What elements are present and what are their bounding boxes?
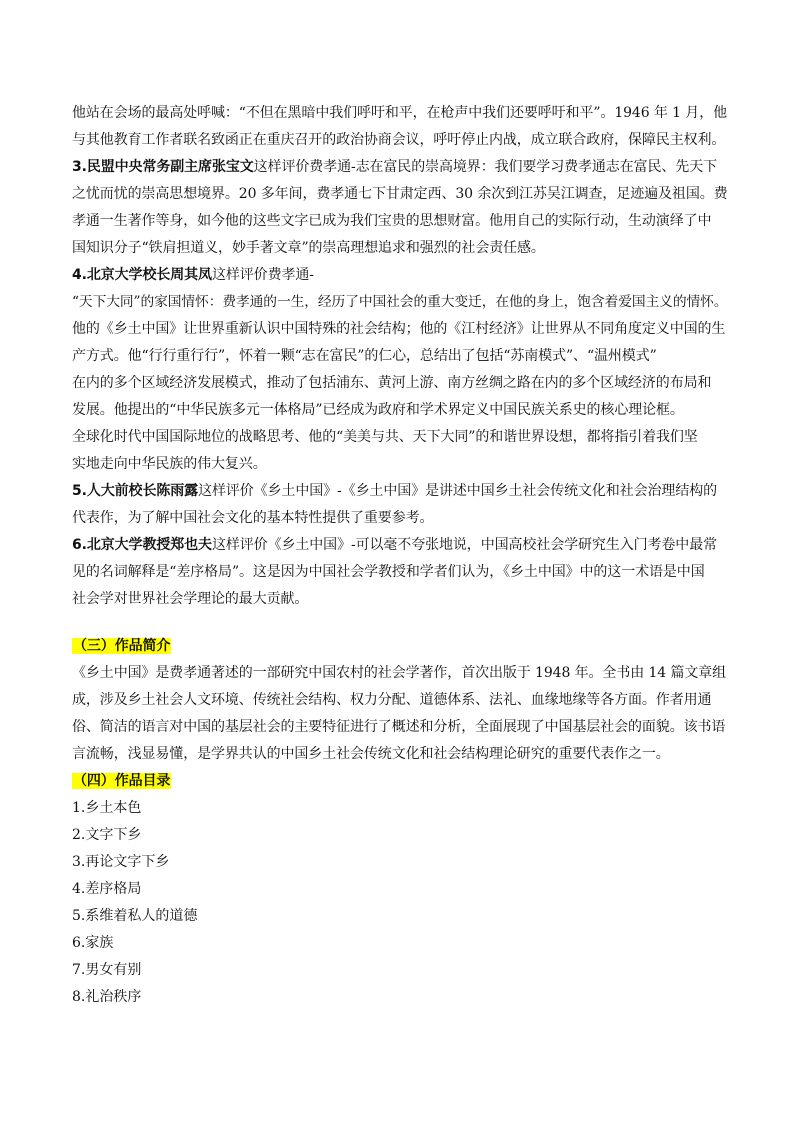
intro-paragraph <box>72 100 732 154</box>
quote-chen-yulu <box>72 478 732 532</box>
text-line: 言流畅，浅显易懂，是学界共认的中国乡土社会传统文化和社会结构理论研究的重要代表作之一。 <box>72 746 670 762</box>
text-line: “天下大同”的家国情怀：费孝通的一生，经历了中国社会的重大变迁，在他的身上，饱含着爱国主义的情怀。 <box>72 294 728 310</box>
quote-speaker-label: 5.人大前校长陈雨露 <box>72 483 199 499</box>
text-line: 社会学对世界社会学理论的最大贡献。 <box>72 591 309 607</box>
section-heading-work-intro: （三）作品简介 <box>73 638 171 654</box>
toc-item: 4.差序格局 <box>72 881 142 897</box>
quote-text: 这样评价费孝通-志在富民的崇高境界：我们要学习费孝通志在富民、先天下 <box>253 159 718 175</box>
text-line: 他的《乡土中国》让世界重新认识中国特殊的社会结构；他的《江村经济》让世界从不同角度定义中国的生 <box>72 321 726 337</box>
toc-item: 6.家族 <box>72 935 114 951</box>
text-line: 见的名词解释是“差序格局”。这是因为中国社会学教授和学者们认为，《乡土中国》中的这一术语是中国 <box>72 564 705 580</box>
toc-item: 8.礼治秩序 <box>72 989 142 1005</box>
quote-speaker-label: 4.北京大学校长周其凤 <box>72 267 212 283</box>
toc-item: 2.文字下乡 <box>72 827 142 843</box>
section-heading-line <box>72 768 732 795</box>
quote-zheng-yefu <box>72 532 732 613</box>
text-line: 发展。他提出的“中华民族多元一体格局”已经成为政府和学术界定义中国民族关系史的核心理论框。 <box>72 402 684 418</box>
toc-item: 7.男女有别 <box>72 962 142 978</box>
text-line: 孝通一生著作等身，如今他的这些文字已成为我们宝贵的思想财富。他用自己的实际行动，生动演绎了中 <box>72 213 712 229</box>
text-line: 代表作，为了解中国社会文化的基本特性提供了重要参考。 <box>72 510 434 526</box>
text-line: 国知识分子“铁肩担道义，妙手著文章”的崇高理想追求和强烈的社会责任感。 <box>72 240 545 256</box>
text-line: 成，涉及乡土社会人文环境、传统社会结构、权力分配、道德体系、法礼、血缘地缘等各方面。作者用通 <box>72 692 712 708</box>
text-line <box>72 478 732 505</box>
quote-speaker-label: 3.民盟中央常务副主席张宝文 <box>72 159 254 175</box>
text-line <box>72 154 732 181</box>
quote-zhang-baowen <box>72 154 732 262</box>
toc-item: 5.系维着私人的道德 <box>72 908 198 924</box>
text-line: 与其他教育工作者联名致函正在重庆召开的政治协商会议，呼吁停止内战，成立联合政府，保障民主权利。 <box>72 132 726 148</box>
quote-text: 这样评价费孝通- <box>211 267 314 283</box>
quote-speaker-label: 6.北京大学教授郑也夫 <box>72 537 212 553</box>
section-heading-toc: （四）作品目录 <box>73 773 171 789</box>
section-heading-line <box>72 633 732 660</box>
quote-text: 这样评价《乡土中国》-《乡土中国》是讲述中国乡土社会传统文化和社会治理结构的 <box>198 483 717 499</box>
toc-item: 3.再论文字下乡 <box>72 854 170 870</box>
text-line: 俗、简洁的语言对中国的基层社会的主要特征进行了概述和分析，全面展现了中国基层社会的面貌。该书语 <box>72 719 726 735</box>
section-spacer <box>72 613 732 633</box>
text-line <box>72 532 732 559</box>
text-line <box>72 262 732 289</box>
document-page <box>72 100 732 1011</box>
quote-text: 这样评价《乡土中国》-可以毫不夸张地说，中国高校社会学研究生入门考卷中最常 <box>211 537 717 553</box>
text-line: 他站在会场的最高处呼喊：“不但在黑暗中我们呼吁和平，在枪声中我们还要呼吁和平”。1946 年 1 月，他 <box>72 105 727 121</box>
text-line: 《乡土中国》是费孝通著述的一部研究中国农村的社会学著作，首次出版于 1948 年。全书由 14 篇文章组 <box>72 665 727 681</box>
section-work-intro <box>72 633 732 768</box>
toc-item: 1.乡土本色 <box>72 800 142 816</box>
quote-zhou-qifeng <box>72 262 732 478</box>
text-line: 之忧而忧的崇高思想境界。20 多年间，费孝通七下甘肃定西、30 余次到江苏吴江调查，足迹遍及祖国。费 <box>72 186 728 202</box>
text-line: 产方式。他“行行重行行”，怀着一颗“志在富民”的仁心，总结出了包括“苏南模式”、“温州模式” <box>72 348 657 364</box>
section-table-of-contents <box>72 768 732 1011</box>
text-line: 实地走向中华民族的伟大复兴。 <box>72 456 267 472</box>
text-line: 在内的多个区域经济发展模式，推动了包括浦东、黄河上游、南方丝绸之路在内的多个区域经济的布局和 <box>72 375 712 391</box>
text-line: 全球化时代中国国际地位的战略思考、他的“美美与共、天下大同”的和谐世界设想，都将指引着我们坚 <box>72 429 698 445</box>
